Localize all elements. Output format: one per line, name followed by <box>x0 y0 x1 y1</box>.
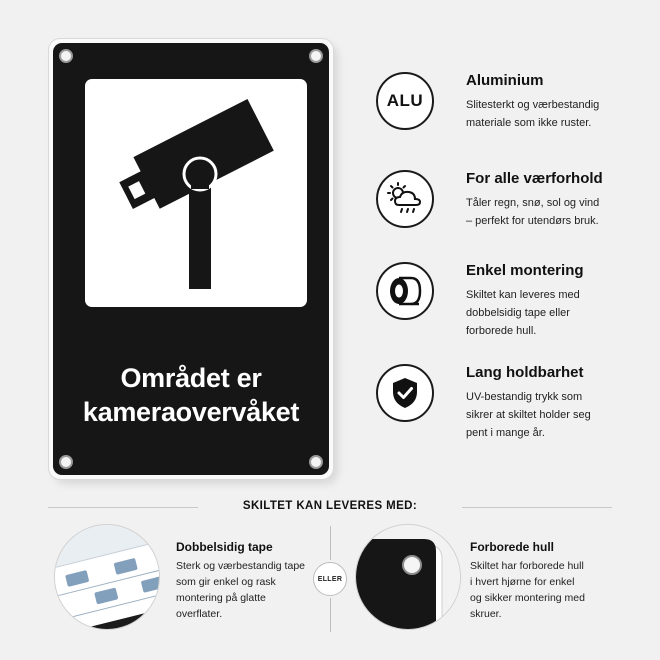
alu-badge-text: ALU <box>386 91 424 110</box>
mounting-hole <box>309 49 323 63</box>
tape-photo-graphic <box>55 525 160 630</box>
option-desc-line: Sterk og værbestandig tape <box>176 560 305 572</box>
feature-weather <box>376 170 656 260</box>
feature-desc-line: sikrer at skiltet holder seg <box>466 409 591 421</box>
shield-check-glyph <box>390 376 420 410</box>
vertical-separator <box>330 526 331 560</box>
option-description <box>176 558 326 622</box>
feature-description <box>466 96 656 132</box>
mounting-hole <box>59 455 73 469</box>
alu-badge-icon <box>376 72 434 130</box>
surveillance-camera-icon <box>85 79 307 307</box>
or-badge <box>313 562 347 596</box>
delivery-heading <box>0 500 660 512</box>
sign-caption-line1: Området er <box>120 363 262 393</box>
pictogram-panel <box>85 79 307 307</box>
feature-desc-line: Tåler regn, snø, sol og vind <box>466 197 600 209</box>
option-desc-line: som gir enkel og rask <box>176 576 276 588</box>
feature-desc-line: materiale som ikke ruster. <box>466 117 592 129</box>
option-desc-line: skruer. <box>470 608 502 620</box>
camera-surveillance-sign <box>48 38 334 480</box>
option-desc-line: overflater. <box>176 608 223 620</box>
feature-durability <box>376 364 656 454</box>
option-desc-line: montering på glatte <box>176 592 266 604</box>
sign-face <box>53 43 329 475</box>
feature-desc-line: Slitesterkt og værbestandig <box>466 99 600 111</box>
feature-title: For alle værforhold <box>466 170 603 187</box>
feature-description <box>466 286 656 340</box>
weather-sun-cloud-rain-icon <box>376 170 434 228</box>
or-badge-text: ELLER <box>317 575 343 583</box>
predrilled-hole-photo <box>355 524 461 630</box>
delivery-heading-text: SKILTET KAN LEVERES MED: <box>235 500 425 512</box>
option-title: Forborede hull <box>470 540 554 554</box>
option-desc-line: Skiltet har forborede hull <box>470 560 584 572</box>
mounting-hole <box>309 455 323 469</box>
feature-desc-line: Skiltet kan leveres med <box>466 289 580 301</box>
feature-desc-line: pent i mange år. <box>466 427 545 439</box>
feature-aluminium <box>376 72 656 162</box>
feature-desc-line: dobbelsidig tape eller <box>466 307 570 319</box>
feature-desc-line: forborede hull. <box>466 325 537 337</box>
sign-caption-line2: kameraovervåket <box>82 397 300 427</box>
feature-title: Lang holdbarhet <box>466 364 584 381</box>
mounting-hole <box>59 49 73 63</box>
feature-description <box>466 194 656 230</box>
feature-mounting <box>376 262 656 352</box>
tape-roll-icon <box>376 262 434 320</box>
feature-desc-line: – perfekt for utendørs bruk. <box>466 215 599 227</box>
double-sided-tape-photo <box>54 524 160 630</box>
feature-description <box>466 388 656 442</box>
feature-desc-line: UV-bestandig trykk som <box>466 391 583 403</box>
sign-caption <box>53 361 329 429</box>
option-desc-line: i hvert hjørne for enkel <box>470 576 575 588</box>
option-title: Dobbelsidig tape <box>176 540 273 554</box>
shield-check-icon <box>376 364 434 422</box>
tape-roll-glyph <box>386 274 424 308</box>
feature-title: Enkel montering <box>466 262 584 279</box>
option-desc-line: og sikker montering med <box>470 592 585 604</box>
weather-glyph <box>385 181 425 217</box>
hole-photo-graphic <box>356 525 461 630</box>
feature-title: Aluminium <box>466 72 544 89</box>
vertical-separator <box>330 598 331 632</box>
option-description <box>470 558 620 622</box>
